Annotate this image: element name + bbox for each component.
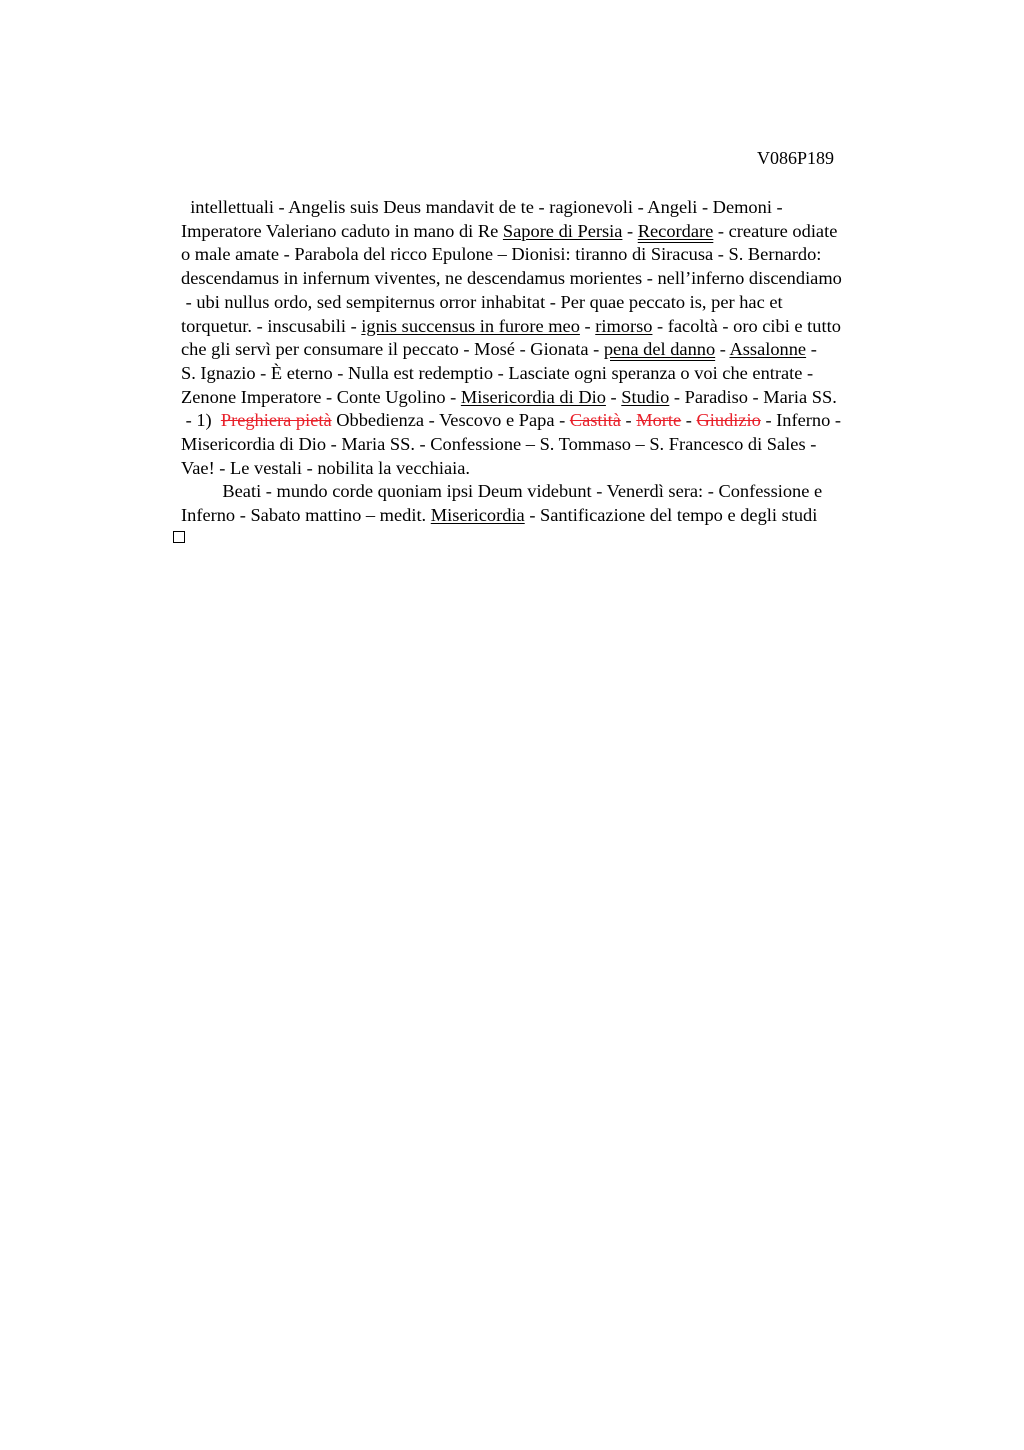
text-segment: Imperatore Valeriano caduto in mano di Re <box>181 220 503 241</box>
deleted-text: Giudizio <box>696 410 761 431</box>
text-line <box>181 242 821 266</box>
text-segment: intellettuali - Angelis suis Deus mandavit de te - ragionevoli - Angeli - Demoni - <box>181 197 783 217</box>
text-segment: - Santificazione del tempo e degli studi <box>524 505 818 526</box>
text-line <box>181 432 816 456</box>
underlined-text: Sapore di Persia <box>502 220 623 241</box>
text-segment: - <box>579 315 596 336</box>
text-line <box>181 314 841 338</box>
double-underlined-text: pena del danno <box>603 339 716 360</box>
text-segment: - 1) <box>181 410 221 431</box>
text-segment: descendamus in infernum viventes, ne descendamus morientes - nell’inferno discendiamo <box>181 268 842 289</box>
text-line <box>181 479 822 503</box>
text-segment: - <box>620 410 637 431</box>
text-segment: - facoltà - oro cibi e tutto <box>652 315 841 336</box>
text-segment: Beati - mundo corde quoniam ipsi Deum videbunt - Venerdì sera: - Confessione e <box>181 481 823 502</box>
text-segment: - creature odiate <box>713 220 838 241</box>
text-line <box>181 290 783 314</box>
underlined-text: rimorso <box>595 315 653 336</box>
text-segment: Obbedienza - Vescovo e Papa - <box>331 410 570 431</box>
page-reference: V086P189 <box>757 148 835 168</box>
text-segment: - <box>605 386 622 407</box>
text-line <box>181 337 817 361</box>
deleted-text: Preghiera pietà <box>220 410 332 431</box>
deleted-text: Morte <box>636 410 682 431</box>
text-segment: - ubi nullus ordo, sed sempiternus orror inhabitat - Per quae peccato is, per hac et <box>181 291 783 312</box>
text-line <box>181 408 841 432</box>
text-segment: Misericordia di Dio - Maria SS. - Confessione – S. Tommaso – S. Francesco di Sales - <box>181 434 817 454</box>
text-line <box>181 266 842 290</box>
underlined-text: ignis succensus in furore meo <box>361 315 580 336</box>
text-line <box>181 219 837 243</box>
underlined-text: Misericordia di Dio <box>460 386 606 407</box>
underlined-text: Studio <box>621 386 670 407</box>
text-line <box>181 195 783 219</box>
text-segment: Zenone Imperatore - Conte Ugolino - <box>181 386 461 407</box>
text-segment: torquetur. - inscusabili - <box>181 315 362 336</box>
text-line <box>181 456 470 480</box>
double-underlined-text: Recordare <box>637 220 714 241</box>
text-segment: - Paradiso - Maria SS. <box>669 386 837 407</box>
text-line <box>181 361 813 385</box>
text-segment: S. Ignazio - È eterno - Nulla est redemptio - Lasciate ogni speranza o voi che entrate - <box>181 362 814 383</box>
text-segment: Vae! - Le vestali - nobilita la vecchiaia. <box>181 457 471 478</box>
text-line <box>181 503 817 527</box>
deleted-text: Castità <box>569 410 621 431</box>
underlined-text: Assalonne <box>729 339 807 360</box>
text-segment: - <box>681 410 697 431</box>
text-segment: - Inferno - <box>760 410 842 431</box>
text-segment: - <box>622 220 638 241</box>
text-segment: o male amate - Parabola del ricco Epulone – Dionisi: tiranno di Siracusa - S. Bernardo: <box>181 244 822 265</box>
underlined-text: Misericordia <box>430 505 525 526</box>
text-line <box>181 385 837 409</box>
text-segment: Inferno - Sabato mattino – medit. <box>181 505 431 526</box>
text-segment: - <box>806 339 817 360</box>
text-segment: - <box>715 339 730 360</box>
text-segment: che gli servì per consumare il peccato - Mosé - Gionata - <box>181 339 604 360</box>
empty-square-icon <box>173 531 185 543</box>
